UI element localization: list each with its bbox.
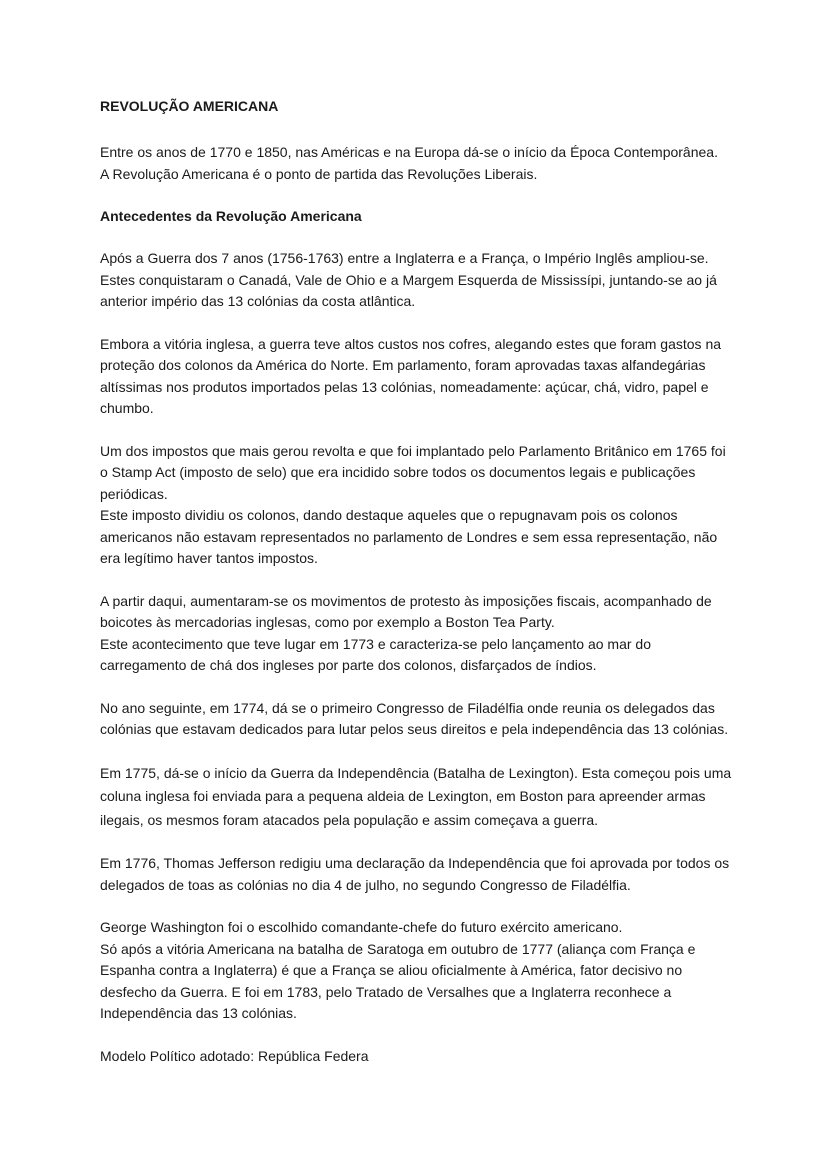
text-line: Estes conquistaram o Canadá, Vale de Ohio e a Margem Esquerda de Mississípi, juntando-se ao já (100, 271, 717, 288)
text-line: Este acontecimento que teve lugar em 1773 e caracteriza-se pelo lançamento ao mar do (100, 635, 651, 652)
text-line: boicotes às mercadorias inglesas, como por exemplo a Boston Tea Party. (100, 614, 555, 630)
text-line: Em 1776, Thomas Jefferson redigiu uma declaração da Independência que foi aprovada por todos os (100, 855, 730, 871)
text-line: anterior império das 13 colónias da costa atlântica. (100, 293, 416, 309)
text-line: coluna inglesa foi enviada para a pequena aldeia de Lexington, em Boston para apreender armas (100, 788, 706, 804)
intro-paragraph (100, 142, 730, 185)
text-line: A Revolução Americana é o ponto de partida das Revoluções Liberais. (100, 165, 538, 182)
paragraph-9 (100, 853, 730, 896)
paragraph-1 (100, 248, 730, 313)
text-line: Entre os anos de 1770 e 1850, nas Américas e na Europa dá-se o início da Época Contemporânea. (100, 144, 718, 160)
text-line: Este imposto dividiu os colonos, dando destaque aqueles que o repugnavam pois os colonos (100, 507, 678, 523)
text-line: desfecho da Guerra. E foi em 1783, pelo Tratado de Versalhes que a Inglaterra reconhece a (100, 983, 672, 1000)
paragraph-10 (100, 917, 730, 939)
text-line: chumbo. (100, 400, 154, 416)
paragraph-2 (100, 334, 730, 420)
text-line: delegados de toas as colónias no dia 4 de julho, no segundo Congresso de Filadélfia. (100, 876, 631, 893)
text-line: americanos não estavam representados no parlamento de Londres e sem essa representação, não (100, 528, 718, 545)
text-line: Embora a vitória inglesa, a guerra teve altos custos nos cofres, alegando estes que foram gastos na (100, 335, 722, 352)
text-line: Independência das 13 colónias. (100, 1005, 297, 1021)
paragraph-5 (100, 591, 730, 634)
paragraph-4 (100, 505, 730, 570)
text-line: No ano seguinte, em 1774, dá se o primeiro Congresso de Filadélfia onde reunia os delegados das (100, 699, 715, 716)
text-line: periódicas. (100, 485, 168, 502)
text-line: Em 1775, dá-se o início da Guerra da Independência (Batalha de Lexington). Esta começou pois uma (100, 764, 732, 781)
text-line: Espanha contra a Inglaterra) é que a França se aliou oficialmente à América, fator decisivo no (100, 962, 683, 978)
paragraph-7 (100, 698, 730, 741)
paragraph-12 (100, 1046, 730, 1068)
text-line: Um dos impostos que mais gerou revolta e que foi implantado pelo Parlamento Britânico em 1765 foi (100, 442, 726, 459)
paragraph-11 (100, 939, 730, 1025)
text-line: colónias que estavam dedicados para lutar pelos seus direitos e pela independência das 13 colónias. (100, 721, 729, 737)
text-line: Após a Guerra dos 7 anos (1756-1763) entre a Inglaterra e a França, o Império Inglês ampliou-se. (100, 250, 709, 266)
text-line: era legítimo haver tantos impostos. (100, 550, 318, 566)
paragraph-3 (100, 441, 730, 506)
text-line: George Washington foi o escolhido comandante-chefe do futuro exército americano. (100, 919, 623, 935)
document-page (100, 96, 730, 1088)
document-title: REVOLUÇÃO AMERICANA (100, 98, 279, 114)
text-line: o Stamp Act (imposto de selo) que era incidido sobre todos os documentos legais e publicações (100, 464, 696, 480)
section-heading: Antecedentes da Revolução Americana (100, 208, 362, 224)
text-line: proteção dos colonos da América do Norte. Em parlamento, foram aprovadas taxas alfandegárias (100, 357, 706, 373)
text-line: Modelo Político adotado: República Federa (100, 1047, 369, 1064)
paragraph-8 (100, 762, 730, 833)
text-line: carregamento de chá dos ingleses por parte dos colonos, disfarçados de índios. (100, 657, 597, 673)
paragraph-6 (100, 634, 730, 677)
text-line: altíssimas nos produtos importados pelas 13 colónias, nomeadamente: açúcar, chá, vidro, papel e (100, 378, 709, 395)
text-line: Só após a vitória Americana na batalha de Saratoga em outubro de 1777 (aliança com França e (100, 940, 696, 957)
text-line: ilegais, os mesmos foram atacados pela população e assim começava a guerra. (100, 811, 599, 828)
text-line: A partir daqui, aumentaram-se os movimentos de protesto às imposições fiscais, acompanhado de (100, 592, 712, 609)
